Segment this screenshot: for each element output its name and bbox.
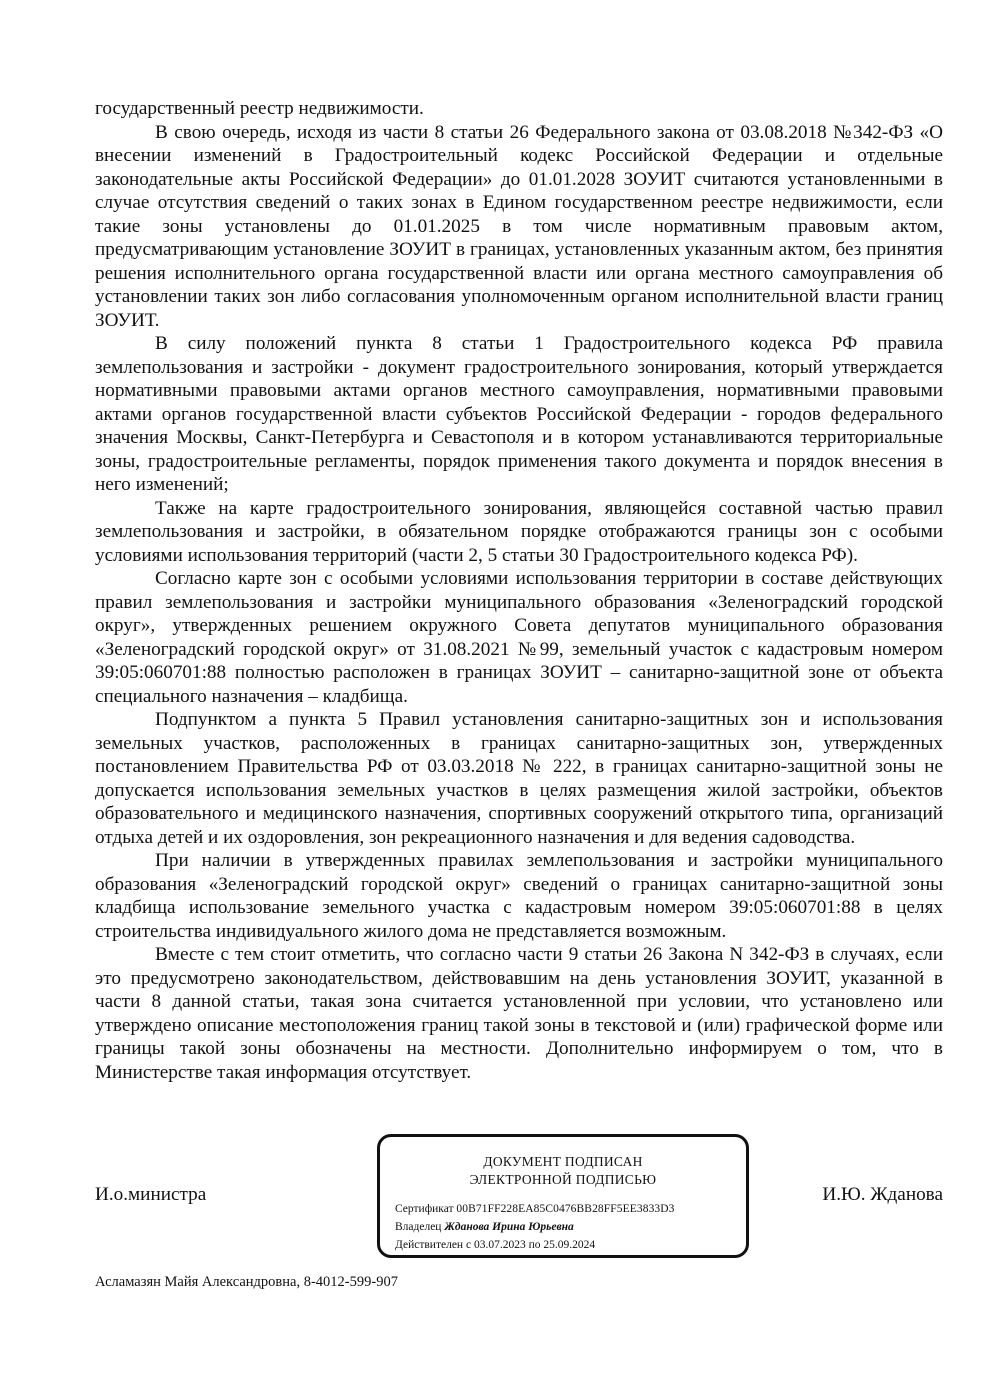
stamp-valid-to-label: по: [528, 1239, 541, 1251]
paragraph-additional-info: Вместе с тем стоит отметить, что согласно части 9 статьи 26 Закона N 342-ФЗ в случаях, если это предусмотрено законодательством, действовавшим на день установления ЗОУИТ, указанной в части 8 данной статьи, такая зона считается установленной при условии, что установлено или утверждено описание местоположения границ такой зоны в текстовой и (или) графической форме или границы такой зоны обозначены на местности. Дополнительно информируем о том, что в Министерстве такая информация отсутствует.: [95, 944, 943, 1083]
stamp-heading-line1: ДОКУМЕНТ ПОДПИСАН: [483, 1154, 643, 1169]
executor-contact: [95, 1273, 398, 1291]
stamp-certificate-value: 00B71FF228EA85C0476BB28FF5EE3833D3: [456, 1203, 675, 1215]
paragraph-zoning-map: Также на карте градостроительного зонирования, являющейся составной частью правил землепользования и застройки, в обязательном порядке отображаются границы зон с особыми условиями использования территорий (части 2, 5 статьи 30 Градостроительного кодекса РФ).: [95, 497, 943, 566]
paragraph-restrictions: Подпунктом а пункта 5 Правил установления санитарно-защитных зон и использования земельных участков, расположенных в границах санитарно-защитных зон, утвержденных постановлением Правительства РФ от 03.03.2018 № 222, в границах санитарно-защитной зоны не допускается использования земельных участков в целях размещения жилой застройки, объектов образовательного и медицинского назначения, спортивных сооружений открытого типа, организаций отдыха детей и их оздоровления, зон рекреационного назначения и для ведения садоводства.: [95, 709, 943, 848]
stamp-valid-from: 03.07.2023: [473, 1239, 526, 1251]
stamp-owner-row: [395, 1219, 574, 1235]
letter-body: [95, 97, 943, 1084]
paragraph-continuation: государственный реестр недвижимости.: [95, 98, 424, 119]
stamp-valid-to: 25.09.2024: [543, 1239, 596, 1251]
paragraph-sanitary-zone: Согласно карте зон с особыми условиями использования территории в составе действующих правил землепользования и застройки муниципального образования «Зеленоградский городской округ», утвержденных решением окружного Совета депутатов муниципального образования «Зеленоградский городской округ» от 31.08.2021 №99, земельный участок с кадастровым номером 39:05:060701:88 полностью расположен в границах ЗОУИТ – санитарно-защитной зоне от объекта специального назначения – кладбища.: [95, 568, 943, 707]
stamp-owner-value: Жданова Ирина Юрьевна: [444, 1221, 574, 1233]
stamp-certificate-row: [395, 1201, 675, 1217]
stamp-valid-label: Действителен с: [395, 1239, 472, 1251]
executor-phone: 8-4012-599-907: [303, 1274, 398, 1290]
paragraph-conclusion: При наличии в утвержденных правилах землепользования и застройки муниципального образования «Зеленоградский городской округ» сведений о границах санитарно-защитной зоны кладбища использование земельного участка с кадастровым номером 39:05:060701:88 в целях строительства индивидуального жилого дома не представляется возможным.: [95, 850, 943, 942]
paragraph-zouit-established: В свою очередь, исходя из части 8 статьи 26 Федерального закона от 03.08.2018 №342-ФЗ «О внесении изменений в Градостроительный кодекс Российской Федерации и отдельные законодательные акты Российской Федерации» до 01.01.2028 ЗОУИТ считаются установленными в случае отсутствия сведений о таких зонах в Едином государственном реестре недвижимости, если такие зоны установлены до 01.01.2025 в том числе нормативным правовым актом, предусматривающим установление ЗОУИТ в границах, установленных указанным актом, без принятия решения исполнительного органа государственной власти или органа местного самоуправления об установлении таких зон либо согласования уполномоченным органом исполнительной власти границ ЗОУИТ.: [95, 121, 943, 331]
electronic-signature-stamp: [377, 1134, 749, 1258]
stamp-certificate-label: Сертификат: [395, 1203, 454, 1215]
executor-name: Асламазян Майя Александровна,: [95, 1274, 301, 1290]
stamp-owner-label: Владелец: [395, 1221, 442, 1233]
paragraph-land-use-rules: В силу положений пункта 8 статьи 1 Градостроительного кодекса РФ правила землепользования и застройки - документ градостроительного зонирования, который утверждается нормативными правовыми актами органов местного самоуправления, нормативными правовыми актами органов государственной власти субъектов Российской Федерации - городов федерального значения Москвы, Санкт-Петербурга и Севастополя и в котором устанавливаются территориальные зоны, градостроительные регламенты, порядок применения такого документа и порядок внесения в него изменений;: [95, 333, 943, 495]
stamp-heading-line2: ЭЛЕКТРОННОЙ ПОДПИСЬЮ: [469, 1172, 657, 1187]
signatory-title: И.о.министра: [95, 1184, 207, 1205]
stamp-validity-row: [395, 1237, 595, 1253]
signatory-name: И.Ю. Жданова: [822, 1184, 943, 1205]
